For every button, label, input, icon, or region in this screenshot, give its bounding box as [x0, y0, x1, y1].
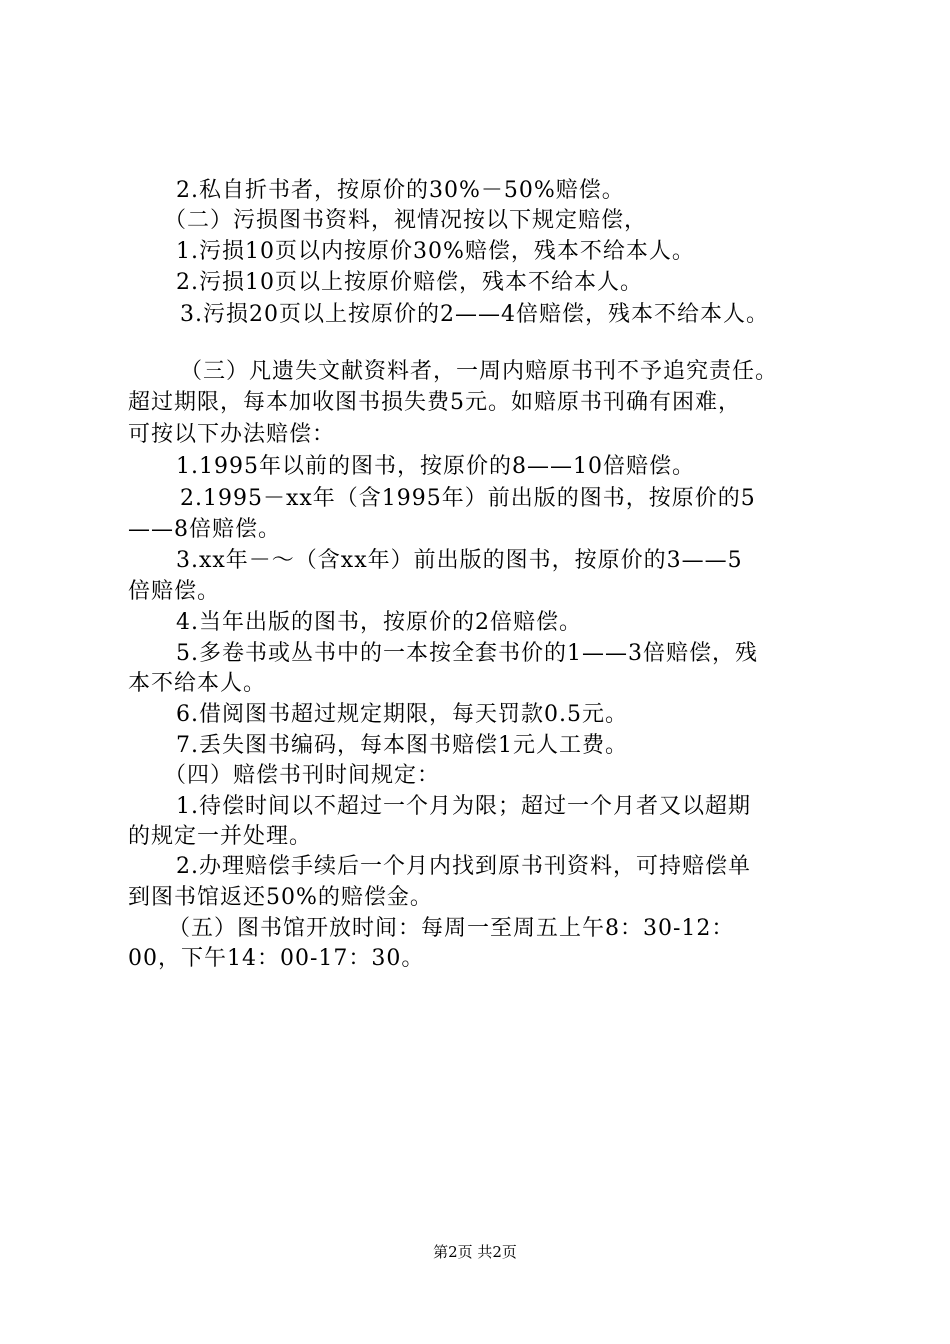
text-line: 1.1995年以前的图书，按原价的8——10倍赔偿。 — [176, 454, 695, 479]
text-line: 1.待偿时间以不超过一个月为限；超过一个月者又以超期 — [176, 794, 751, 819]
text-line: 7.丢失图书编码，每本图书赔偿1元人工费。 — [176, 733, 628, 758]
section-heading: （五）图书馆开放时间：每周一至周五上午8：30-12： — [168, 916, 735, 941]
text-line: 本不给本人。 — [128, 671, 267, 696]
text-line: 5.多卷书或丛书中的一本按全套书价的1——3倍赔偿，残 — [176, 641, 758, 666]
text-line: 4.当年出版的图书，按原价的2倍赔偿。 — [176, 610, 582, 635]
text-line: 2.污损10页以上按原价赔偿，残本不给本人。 — [176, 270, 643, 295]
text-line: 2.私自折书者，按原价的30%－50%赔偿。 — [176, 178, 625, 203]
text-line: 6.借阅图书超过规定期限，每天罚款0.5元。 — [176, 702, 628, 727]
text-line: 倍赔偿。 — [128, 579, 221, 604]
text-line: 2.办理赔偿手续后一个月内找到原书刊资料，可持赔偿单 — [176, 854, 751, 879]
text-line: 1.污损10页以内按原价30%赔偿，残本不给本人。 — [176, 239, 695, 264]
text-line: 的规定一并处理。 — [128, 824, 313, 849]
text-line: ——8倍赔偿。 — [128, 517, 281, 542]
text-line: 超过期限，每本加收图书损失费5元。如赔原书刊确有困难， — [128, 390, 741, 415]
text-line: 可按以下办法赔偿： — [128, 422, 336, 447]
text-line: 3.xx年－～（含xx年）前出版的图书，按原价的3——5 — [176, 548, 743, 573]
section-heading: （四）赔偿书刊时间规定： — [164, 763, 441, 788]
text-line: 2.1995－xx年（含1995年）前出版的图书，按原价的5 — [180, 486, 756, 511]
text-line: 00，下午14：00-17：30。 — [128, 946, 425, 971]
section-heading: （三）凡遗失文献资料者，一周内赔原书刊不予追究责任。 — [180, 359, 779, 384]
section-heading: （二）污损图书资料，视情况按以下规定赔偿， — [164, 208, 648, 233]
page-footer: 第2页 共2页 — [433, 1243, 517, 1261]
text-line: 3.污损20页以上按原价的2——4倍赔偿，残本不给本人。 — [180, 302, 769, 327]
text-line: 到图书馆返还50%的赔偿金。 — [128, 885, 433, 910]
